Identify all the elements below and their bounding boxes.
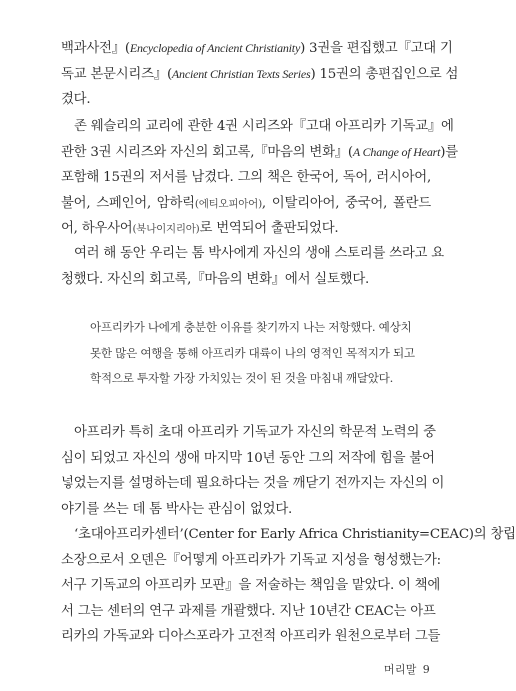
page-footer <box>384 661 430 677</box>
text-line: 소장으로서 오덴은『어떻게 아프리카가 기독교 지성을 형성했는가: <box>61 552 441 568</box>
text-line: 야기를 쓰는 데 톰 박사는 관심이 없었다. <box>61 501 293 517</box>
text-line: 독교 본문시리즈』(Ancient Christian Texts Series) 15권의 총편집인으로 섬 <box>61 66 459 82</box>
text-line: 서구 기독교의 아프리카 모판』을 저술하는 책임을 맡았다. 이 책에 <box>61 578 441 594</box>
text-line: 관한 3권 시리즈와 자신의 회고록,『마음의 변화』(A Change of Heart)를 <box>61 144 458 160</box>
text-line: 포함해 15권의 저서를 남겼다. 그의 책은 한국어, 독어, 러시아어, <box>61 170 431 186</box>
quote-line: 못한 많은 여행을 통해 아프리카 대륙이 나의 영적인 목적지가 되고 <box>90 345 415 360</box>
text-line: 존 웨슬리의 교리에 관한 4권 시리즈와『고대 아프리카 기독교』에 <box>74 119 454 134</box>
paragraph-publications <box>61 114 458 242</box>
text-line: 심이 되었고 자신의 생애 마지막 10년 동안 그의 저작에 힘을 불어 <box>61 450 435 466</box>
block-quote <box>90 315 415 392</box>
page-number: 9 <box>422 663 430 676</box>
text-line: 불어, 스페인어, 암하릭(에티오피아어), 이탈리아어, 중국어, 폴란드 <box>61 195 431 211</box>
text-line: 서 그는 센터의 연구 과제를 개괄했다. 지난 10년간 CEAC는 아프 <box>61 603 436 619</box>
text-line: 겼다. <box>61 92 91 108</box>
text-line: 여러 해 동안 우리는 톰 박사에게 자신의 생애 스토리를 쓰라고 요 <box>74 246 444 261</box>
paragraph-request <box>61 241 444 292</box>
running-section-title: 머리말 <box>383 663 417 676</box>
text-line: ‘초대아프리카센터’(Center for Early Africa Christianity=CEAC)의 창립 <box>74 527 516 542</box>
text-line: 아프리카 특히 초대 아프리카 기독교가 자신의 학문적 노력의 중 <box>74 425 436 440</box>
paragraph-ceac <box>61 522 516 650</box>
text-line: 리카의 가독교와 디아스포라가 고전적 아프리카 원천으로부터 그들 <box>61 629 441 645</box>
text-line: 어, 하우사어(북나이지리아)로 번역되어 출판되었다. <box>61 221 339 237</box>
text-line: 백과사전』(Encyclopedia of Ancient Christianity) 3권을 편집했고『고대 기 <box>61 41 453 56</box>
paragraph-africa-focus <box>61 420 445 522</box>
text-line: 넣었는지를 설명하는데 필요하다는 것을 깨닫기 전까지는 자신의 이 <box>61 476 445 492</box>
text-line: 청했다. 자신의 회고록,『마음의 변화』에서 실토했다. <box>61 271 370 287</box>
paragraph-editor-credits <box>61 36 459 113</box>
quote-line: 학적으로 투자할 가장 가치있는 것이 된 것을 마침내 깨달았다. <box>90 371 393 386</box>
quote-line: 아프리카가 나에게 충분한 이유를 찾기까지 나는 저항했다. 예상치 <box>90 320 412 334</box>
